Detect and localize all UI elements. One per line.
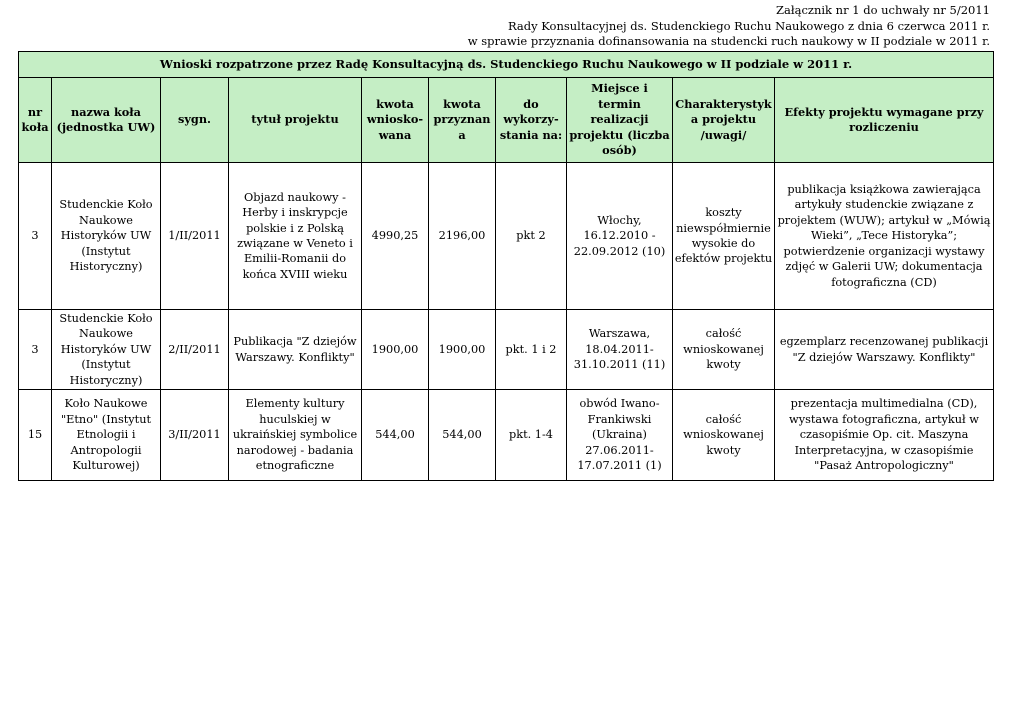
cell-efekty: prezentacja multimedialna (CD), wystawa fotograficzna, artykuł w czasopiśmie Op. cit. Maszyna Interpretacyjna, w czasopiśmie "Pasaż Antropologiczny" <box>775 390 994 481</box>
cell-do-wykorzystania: pkt. 1 i 2 <box>496 310 567 390</box>
cell-kwota-wnioskowana: 4990,25 <box>362 163 429 310</box>
cell-charakterystyka: całość wnioskowanej kwoty <box>673 390 775 481</box>
cell-nr: 15 <box>19 390 52 481</box>
cell-sygn: 1/II/2011 <box>161 163 229 310</box>
cell-kwota-przyznana: 544,00 <box>429 390 496 481</box>
cell-sygn: 3/II/2011 <box>161 390 229 481</box>
header-line-2: Rady Konsultacyjnej ds. Studenckiego Ruchu Naukowego z dnia 6 czerwca 2011 r. <box>507 18 990 33</box>
cell-kwota-przyznana: 2196,00 <box>429 163 496 310</box>
table-row <box>19 390 994 481</box>
cell-kwota-wnioskowana: 544,00 <box>362 390 429 481</box>
column-header-efekty: Efekty projektu wymagane przy rozliczeniu <box>775 78 994 163</box>
column-header-sygn: sygn. <box>161 78 229 163</box>
header-line-3: w sprawie przyznania dofinansowania na studencki ruch naukowy w II podziale w 2011 r. <box>467 34 990 48</box>
cell-miejsce-termin: Warszawa, 18.04.2011- 31.10.2011 (11) <box>567 310 673 390</box>
cell-miejsce-termin: obwód Iwano-Frankiwski (Ukraina) 27.06.2011- 17.07.2011 (1) <box>567 390 673 481</box>
cell-do-wykorzystania: pkt. 1-4 <box>496 390 567 481</box>
cell-sygn: 2/II/2011 <box>161 310 229 390</box>
cell-tytul: Elementy kultury huculskiej w ukraińskiej symbolice narodowej - badania etnograficzne <box>229 390 362 481</box>
cell-nr: 3 <box>19 310 52 390</box>
column-header-kwota-wnioskowana: kwota wniosko-wana <box>362 78 429 163</box>
table-row <box>19 163 994 310</box>
cell-do-wykorzystania: pkt 2 <box>496 163 567 310</box>
table-title-row <box>19 52 994 78</box>
cell-nazwa: Studenckie Koło Naukowe Historyków UW (Instytut Historyczny) <box>52 163 161 310</box>
column-header-do-wykorzystania: do wykorzy-stania na: <box>496 78 567 163</box>
header-line-1: Załącznik nr 1 do uchwały nr 5/2011 <box>776 3 990 17</box>
column-header-miejsce-termin: Miejsce i termin realizacji projektu (liczba osób) <box>567 78 673 163</box>
cell-tytul: Objazd naukowy - Herby i inskrypcje polskie i z Polską związane w Veneto i Emilii-Romanii do końca XVIII wieku <box>229 163 362 310</box>
cell-efekty: publikacja książkowa zawierająca artykuły studenckie związane z projektem (WUW); artykuł w „Mówią Wieki”, „Tece Historyka”; potwierdzenie organizacji wystawy zdjęć w Galerii UW; dokumentacja fotograficzna (CD) <box>775 163 994 310</box>
column-header-charakterystyka: Charakterystyka projektu /uwagi/ <box>673 78 775 163</box>
cell-miejsce-termin: Włochy, 16.12.2010 - 22.09.2012 (10) <box>567 163 673 310</box>
cell-kwota-przyznana: 1900,00 <box>429 310 496 390</box>
cell-charakterystyka: koszty niewspółmiernie wysokie do efektów projektu <box>673 163 775 310</box>
cell-charakterystyka: całość wnioskowanej kwoty <box>673 310 775 390</box>
table-title: Wnioski rozpatrzone przez Radę Konsultacyjną ds. Studenckiego Ruchu Naukowego w II podziale w 2011 r. <box>19 52 994 78</box>
applications-table <box>18 51 994 481</box>
cell-tytul: Publikacja "Z dziejów Warszawy. Konflikty" <box>229 310 362 390</box>
table-header-row <box>19 78 994 163</box>
cell-efekty: egzemplarz recenzowanej publikacji "Z dziejów Warszawy. Konflikty" <box>775 310 994 390</box>
cell-kwota-wnioskowana: 1900,00 <box>362 310 429 390</box>
column-header-kwota-przyznana: kwota przyznana <box>429 78 496 163</box>
column-header-nazwa: nazwa koła (jednostka UW) <box>52 78 161 163</box>
column-header-nr: nr koła <box>19 78 52 163</box>
cell-nazwa: Studenckie Koło Naukowe Historyków UW (Instytut Historyczny) <box>52 310 161 390</box>
table-row <box>19 310 994 390</box>
document-header-note <box>468 3 990 50</box>
cell-nr: 3 <box>19 163 52 310</box>
cell-nazwa: Koło Naukowe "Etno" (Instytut Etnologii i Antropologii Kulturowej) <box>52 390 161 481</box>
column-header-tytul: tytuł projektu <box>229 78 362 163</box>
